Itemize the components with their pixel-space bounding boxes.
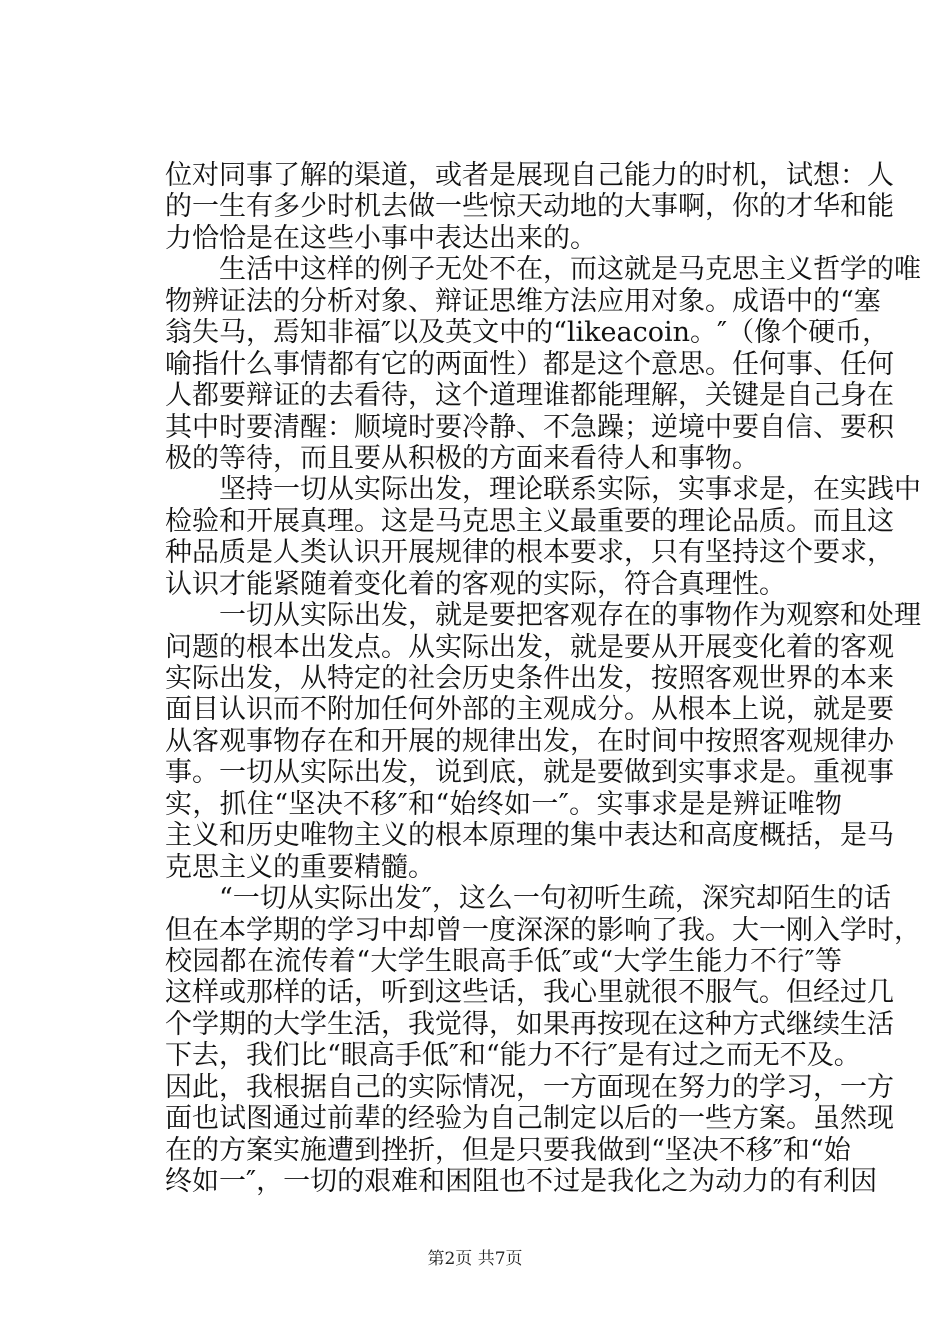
text-line: 校园都在流传着“大学生眼高手低″或“大学生能力不行″等 xyxy=(165,945,842,977)
text-line: 在的方案实施遭到挫折，但是只要我做到“坚决不移″和“始 xyxy=(165,1134,851,1166)
text-line: 但在本学期的学习中却曾一度深深的影响了我。大一刚入学时， xyxy=(165,914,921,946)
text-line: 生活中这样的例子无处不在，而这就是马克思主义哲学的唯 xyxy=(219,254,921,286)
text-line: 实际出发，从特定的社会历史条件出发，按照客观世界的本来 xyxy=(165,663,894,694)
text-line: 终如一″，一切的艰难和困阻也不过是我化之为动力的有利因 xyxy=(165,1166,878,1197)
text-line: 坚持一切从实际出发，理论联系实际，实事求是，在实践中 xyxy=(219,474,921,506)
text-line: 克思主义的重要精髓。 xyxy=(165,851,435,883)
paragraph xyxy=(165,883,921,1197)
paragraph xyxy=(165,474,921,600)
text-line: 人都要辩证的去看待，这个道理谁都能理解，关键是自己身在 xyxy=(165,380,894,412)
text-line: 种品质是人类认识开展规律的根本要求，只有坚持这个要求， xyxy=(165,537,894,569)
document-body xyxy=(165,160,921,1197)
text-line: 事。一切从实际出发，说到底，就是要做到实事求是。重视事 xyxy=(165,757,894,789)
text-line: 从客观事物存在和开展的规律出发，在时间中按照客观规律办 xyxy=(165,725,894,757)
text-line: 位对同事了解的渠道，或者是展现自己能力的时机，试想：人 xyxy=(165,160,894,191)
paragraph xyxy=(165,254,921,474)
text-line: 认识才能紧随着变化着的客观的实际，符合真理性。 xyxy=(165,568,786,600)
text-line: 检验和开展真理。这是马克思主义最重要的理论品质。而且这 xyxy=(165,505,894,537)
text-line: 力恰恰是在这些小事中表达出来的。 xyxy=(165,222,597,254)
text-line: 的一生有多少时机去做一些惊天动地的大事啊，你的才华和能 xyxy=(165,191,894,223)
text-line: 个学期的大学生活，我觉得，如果再按现在这种方式继续生活 xyxy=(165,1008,894,1040)
paragraph xyxy=(165,600,921,883)
text-line: 面目认识而不附加任何外部的主观成分。从根本上说，就是要 xyxy=(165,694,894,726)
text-line: 翁失马，焉知非福″以及英文中的“likeacoin。″（像个硬币， xyxy=(165,317,890,349)
text-line: 其中时要清醒：顺境时要冷静、不急躁；逆境中要自信、要积 xyxy=(165,411,894,443)
text-line: 下去，我们比“眼高手低″和“能力不行″是有过之而无不及。 xyxy=(165,1040,861,1072)
page-footer: 第2页 共7页 xyxy=(427,1249,523,1269)
text-line: 物辨证法的分析对象、辩证思维方法应用对象。成语中的“塞 xyxy=(165,285,881,317)
text-line: 主义和历史唯物主义的根本原理的集中表达和高度概括，是马 xyxy=(165,820,894,852)
text-line: 实，抓住“坚决不移″和“始终如一″。实事求是是辨证唯物 xyxy=(165,788,842,820)
text-line: “一切从实际出发″，这么一句初听生疏，深究却陌生的话 xyxy=(219,883,891,915)
text-line: 喻指什么事情都有它的两面性）都是这个意思。任何事、任何 xyxy=(165,348,894,380)
text-line: 一切从实际出发，就是要把客观存在的事物作为观察和处理 xyxy=(219,600,921,632)
text-line: 因此，我根据自己的实际情况，一方面现在努力的学习，一方 xyxy=(165,1071,894,1103)
text-line: 问题的根本出发点。从实际出发，就是要从开展变化着的客观 xyxy=(165,631,894,663)
text-line: 面也试图通过前辈的经验为自己制定以后的一些方案。虽然现 xyxy=(165,1103,894,1135)
text-line: 这样或那样的话，听到这些话，我心里就很不服气。但经过几 xyxy=(165,977,894,1009)
text-line: 极的等待，而且要从积极的方面来看待人和事物。 xyxy=(165,442,759,474)
paragraph xyxy=(165,160,894,254)
